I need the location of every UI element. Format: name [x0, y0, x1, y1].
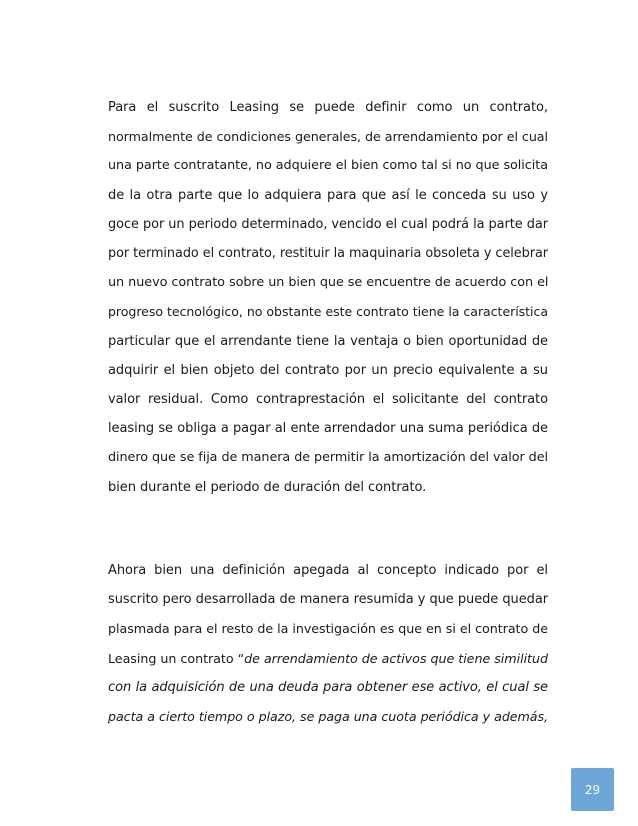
text-line: una parte contratante, no adquiere el bien como tal si no que solicita — [108, 158, 548, 174]
text-line: bien durante el periodo de duración del contrato. — [108, 479, 427, 495]
text-line: suscrito pero desarrollada de manera resumida y que puede quedar — [108, 592, 548, 608]
text-line: valor residual. Como contraprestación el solicitante del contrato — [108, 392, 548, 408]
quote-line: con la adquisición de una deuda para obtener ese activo, el cual se — [108, 679, 548, 695]
text-line: adquirir el bien objeto del contrato por un precio equivalente a su — [108, 362, 548, 378]
paragraph-leasing-definition — [108, 93, 548, 502]
text-line: Ahora bien una definición apegada al concepto indicado por el — [108, 563, 548, 578]
text-line: Para el suscrito Leasing se puede definir como un contrato, — [108, 100, 548, 115]
text-line: un nuevo contrato sobre un bien que se encuentre de acuerdo con el — [108, 275, 549, 291]
text-line: plasmada para el resto de la investigación es que en si el contrato de — [108, 621, 548, 637]
quote-italic: de arrendamiento de activos que tiene similitud — [244, 650, 548, 666]
quote-line: pacta a cierto tiempo o plazo, se paga una cuota periódica y además, — [108, 709, 548, 725]
text-line: dinero que se fija de manera de permitir la amortización del valor del — [108, 450, 548, 466]
text-plain: Leasing un contrato “ — [108, 650, 245, 666]
text-line: goce por un periodo determinado, vencido el cual podrá la parte dar — [108, 216, 548, 232]
text-line: por terminado el contrato, restituir la maquinaria obsoleta y celebrar — [108, 246, 548, 262]
text-line: normalmente de condiciones generales, de arrendamiento por el cual — [108, 129, 548, 145]
text-line: leasing se obliga a pagar al ente arrendador una suma periódica de — [108, 421, 548, 437]
text-line: particular que el arrendante tiene la ventaja o bien oportunidad de — [108, 333, 548, 349]
paragraph-leasing-summary — [108, 556, 548, 731]
text-line: progreso tecnológico, no obstante este contrato tiene la característica — [108, 304, 548, 320]
text-line-mixed — [108, 644, 548, 673]
text-line: de la otra parte que lo adquiera para que así le conceda su uso y — [108, 187, 548, 203]
page-number-badge: 29 — [571, 768, 614, 811]
